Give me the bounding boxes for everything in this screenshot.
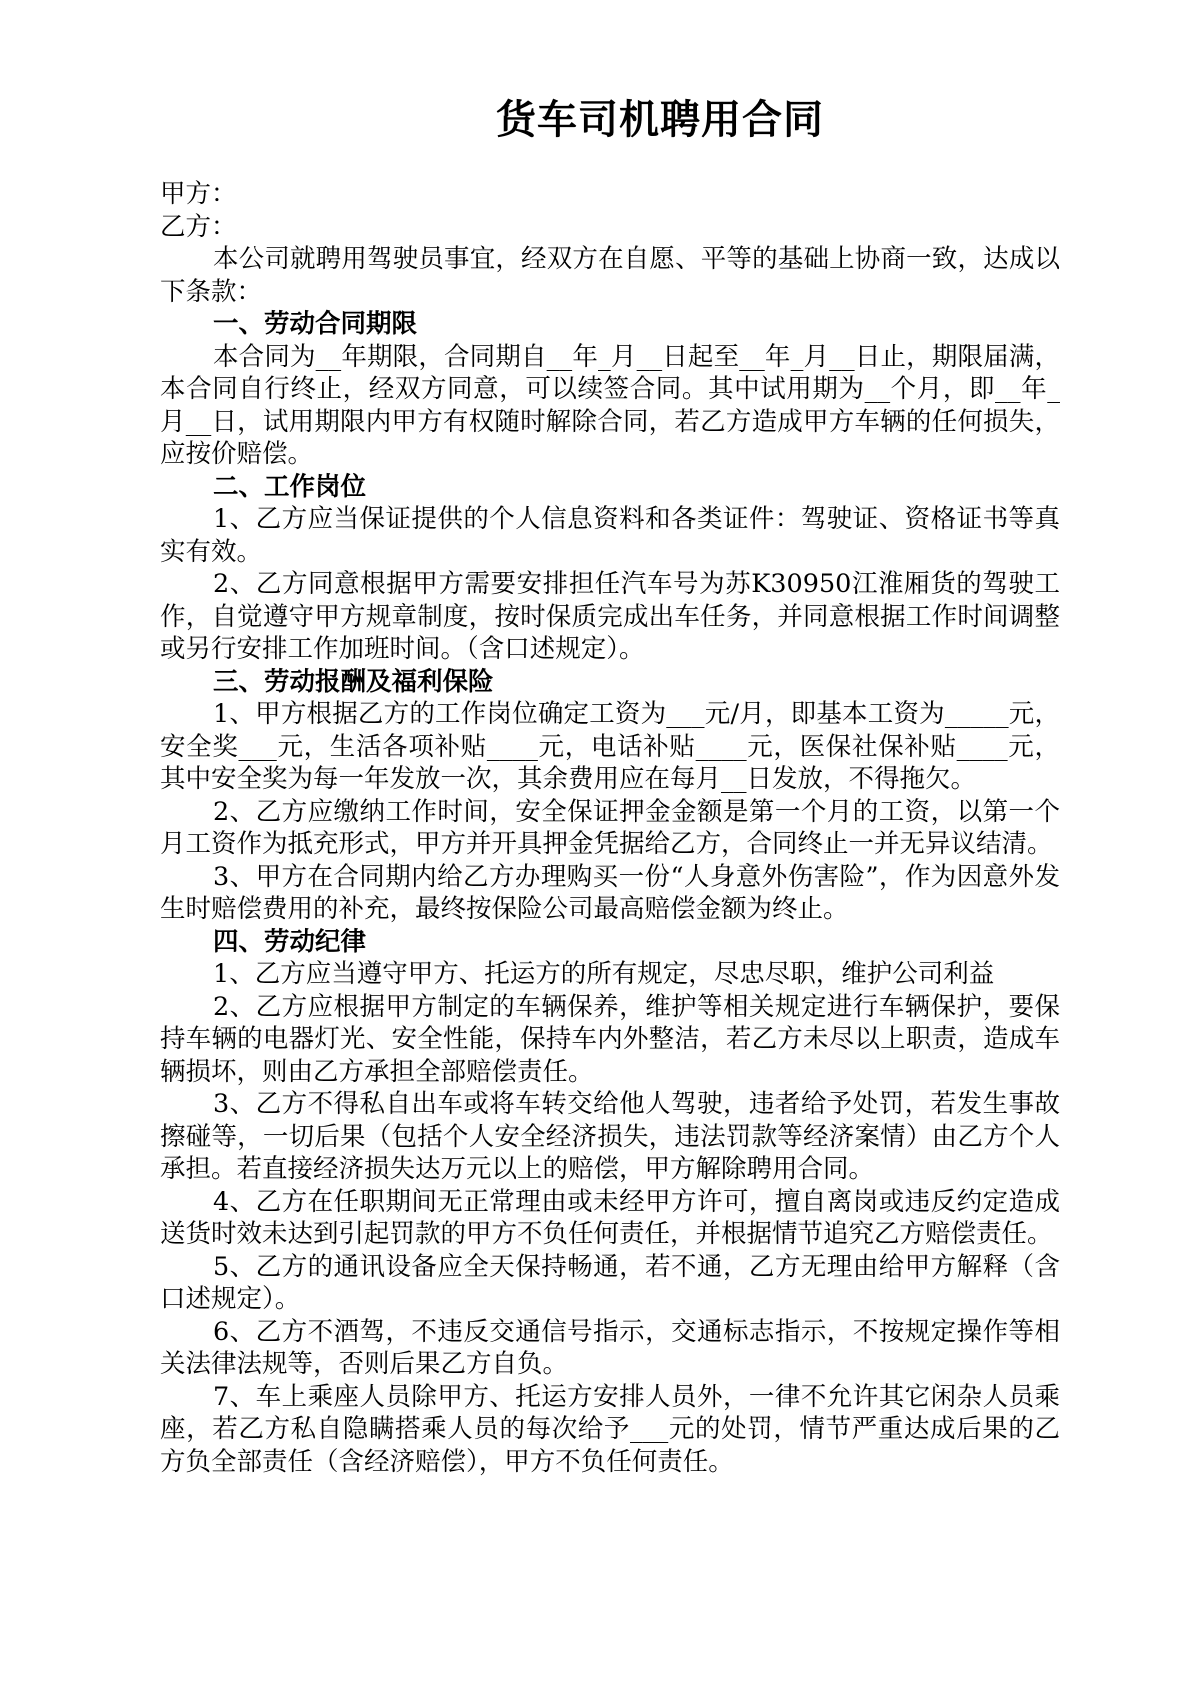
party-a-label: 甲方： (160, 179, 237, 209)
intro-paragraph: 本公司就聘用驾驶员事宜，经双方在自愿、平等的基础上协商一致，达成以下条款： (160, 244, 1060, 307)
section-heading-position: 二、工作岗位 (213, 471, 367, 502)
section-discipline-paragraph-7: 7、车上乘座人员除甲方、托运方安排人员外，一律不允许其它闲杂人员乘座，若乙方私自隐瞒搭乘人员的每次给予___元的处罚，情节严重达成后果的乙方负全部责任（含经济赔偿），甲方不负任何责任。 (160, 1381, 1060, 1477)
section-discipline-paragraph-1: 1、乙方应当遵守甲方、托运方的所有规定，尽忠尽职，维护公司利益 (213, 959, 995, 989)
section-heading-compensation: 三、劳动报酬及福利保险 (213, 666, 494, 697)
party-b-label: 乙方： (160, 211, 237, 242)
section-discipline-paragraph-3: 3、乙方不得私自出车或将车转交给他人驾驶，违者给予处罚，若发生事故擦碰等，一切后果（包括个人安全经济损失，违法罚款等经济案情）由乙方个人承担。若直接经济损失达万元以上的赔偿，甲方解除聘用合同。 (160, 1089, 1060, 1184)
section-heading-term: 一、劳动合同期限 (213, 309, 418, 339)
section-discipline-paragraph-5: 5、乙方的通讯设备应全天保持畅通，若不通，乙方无理由给甲方解释（含口述规定）。 (160, 1251, 1060, 1314)
section-compensation-paragraph-3: 3、甲方在合同期内给乙方办理购买一份“人身意外伤害险”，作为因意外发生时赔偿费用的补充，最终按保险公司最高赔偿金额为终止。 (160, 861, 1060, 924)
section-compensation-paragraph-1: 1、甲方根据乙方的工作岗位确定工资为___元/月，即基本工资为_____元，安全奖___元，生活各项补贴____元，电话补贴____元，医保社保补贴____元，其中安全奖为每一年发放一次，其余费用应在每月__日发放，不得拖欠。 (160, 699, 1060, 794)
section-term-paragraph-1: 本合同为__年期限，合同期自__年_月__日起至__年_月__日止，期限届满，本合同自行终止，经双方同意，可以续签合同。其中试用期为__个月，即__年_月__日，试用期限内甲方有权随时解除合同，若乙方造成甲方车辆的任何损失，应按价赔偿。 (160, 341, 1060, 469)
contract-body (160, 0, 1060, 1478)
section-discipline-paragraph-2: 2、乙方应根据甲方制定的车辆保养，维护等相关规定进行车辆保护，要保持车辆的电器灯光、安全性能，保持车内外整洁，若乙方未尽以上职责，造成车辆损坏，则由乙方承担全部赔偿责任。 (160, 991, 1060, 1087)
section-discipline-paragraph-4: 4、乙方在任职期间无正常理由或未经甲方许可，擅自离岗或违反约定造成送货时效未达到引起罚款的甲方不负任何责任，并根据情节追究乙方赔偿责任。 (160, 1186, 1060, 1249)
section-heading-discipline: 四、劳动纪律 (213, 926, 367, 957)
section-position-paragraph-2: 2、乙方同意根据甲方需要安排担任汽车号为苏K30950江淮厢货的驾驶工作，自觉遵守甲方规章制度，按时保质完成出车任务，并同意根据工作时间调整或另行安排工作加班时间。（含口述规定）。 (160, 569, 1060, 664)
section-position-paragraph-1: 1、乙方应当保证提供的个人信息资料和各类证件：驾驶证、资格证书等真实有效。 (160, 504, 1060, 567)
section-discipline-paragraph-6: 6、乙方不酒驾，不违反交通信号指示，交通标志指示，不按规定操作等相关法律法规等，否则后果乙方自负。 (160, 1316, 1060, 1379)
document-title: 货车司机聘用合同 (496, 96, 824, 143)
section-compensation-paragraph-2: 2、乙方应缴纳工作时间，安全保证押金金额是第一个月的工资，以第一个月工资作为抵充形式，甲方并开具押金凭据给乙方，合同终止一并无异议结清。 (160, 796, 1060, 859)
